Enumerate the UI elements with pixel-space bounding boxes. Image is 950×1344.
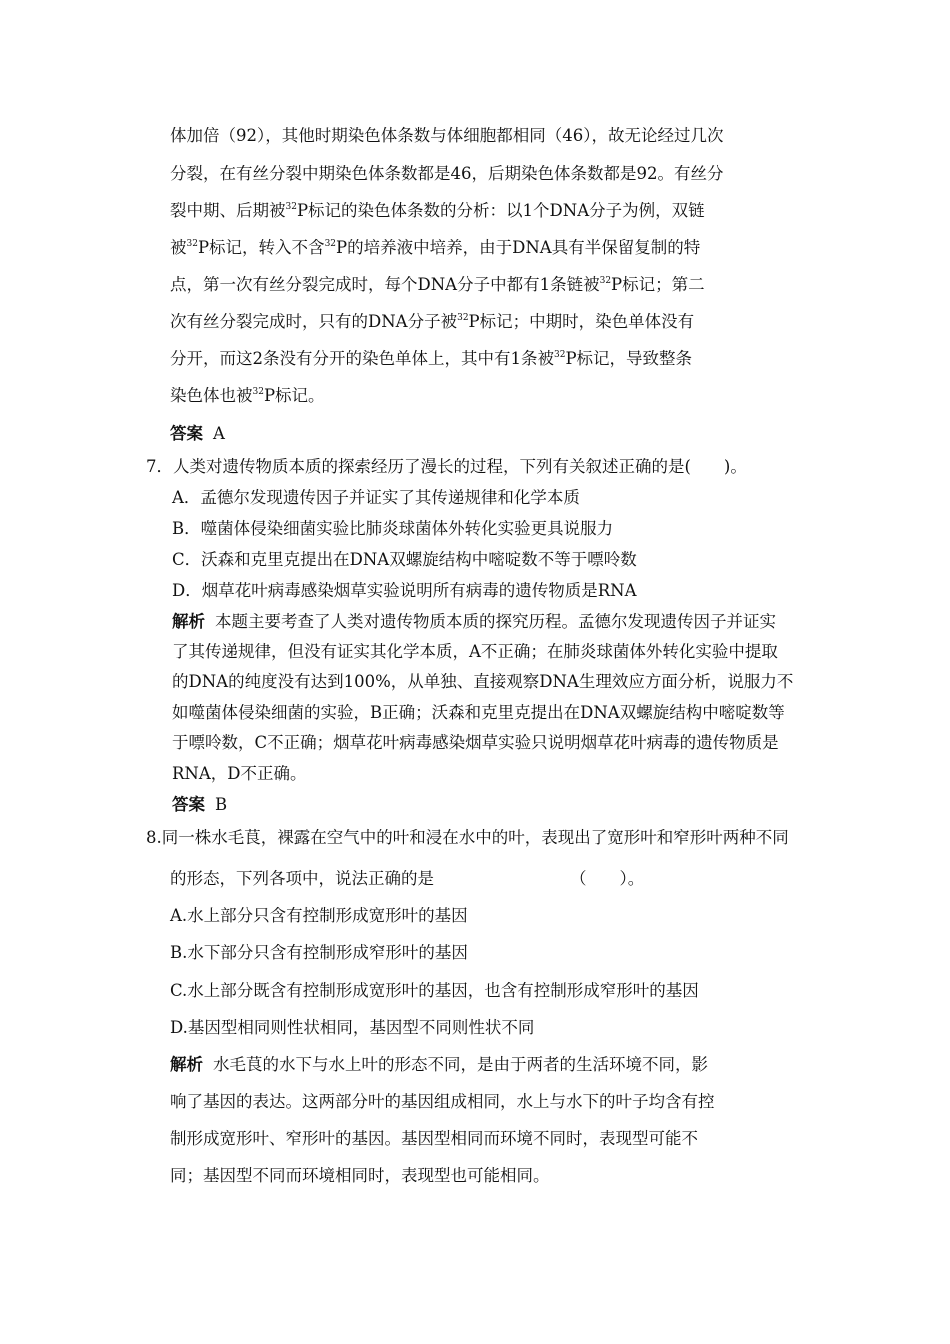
text-line: 分裂，在有丝分裂中期染色体条数都是46，后期染色体条数都是92。有丝分: [170, 164, 724, 183]
analysis-line: 如噬菌体侵染细菌的实验，B正确；沃森和克里克提出在DNA双螺旋结构中嘧啶数等: [172, 703, 785, 722]
analysis-line: 了其传递规律，但没有证实其化学本质，A不正确；在肺炎球菌体外转化实验中提取: [172, 642, 778, 661]
option-d: D.基因型相同则性状相同，基因型不同则性状不同: [170, 1018, 535, 1037]
question-stem: 8.同一株水毛茛，裸露在空气中的叶和浸在水中的叶，表现出了宽形叶和窄形叶两种不同: [146, 828, 789, 847]
answer-value: A: [213, 424, 225, 443]
option-a: A．孟德尔发现遗传因子并证实了其传递规律和化学本质: [172, 488, 580, 507]
text-line: 体加倍（92），其他时期染色体条数与体细胞都相同（46），故无论经过几次: [170, 126, 724, 145]
analysis-line: RNA，D不正确。: [172, 764, 307, 783]
analysis-line: 解析 水毛茛的水下与水上叶的形态不同，是由于两者的生活环境不同，影: [170, 1055, 708, 1074]
answer-line: [170, 423, 225, 445]
analysis-line: 制形成宽形叶、窄形叶的基因。基因型相同而环境不同时，表现型可能不: [170, 1129, 698, 1148]
text-line: 被$^{32}$P标记，转入不含$^{32}$P的培养液中培养，由于DNA具有半保留复制的特: [170, 238, 701, 257]
option-c: C.水上部分既含有控制形成宽形叶的基因，也含有控制形成窄形叶的基因: [170, 981, 699, 1000]
answer-label: 答案: [172, 795, 205, 814]
option-b: B．噬菌体侵染细菌实验比肺炎球菌体外转化实验更具说服力: [172, 519, 614, 538]
question-stem: 7．人类对遗传物质本质的探索经历了漫长的过程，下列有关叙述正确的是( )。: [146, 457, 747, 476]
analysis-line: 解析 本题主要考查了人类对遗传物质本质的探究历程。孟德尔发现遗传因子并证实: [172, 612, 776, 631]
answer-value: B: [215, 795, 228, 814]
answer-bracket: （ ）。: [570, 869, 645, 888]
answer-line: [172, 794, 227, 816]
option-d: D．烟草花叶病毒感染烟草实验说明所有病毒的遗传物质是RNA: [172, 581, 637, 600]
text-line: 分开，而这2条没有分开的染色单体上，其中有1条被$^{32}$P标记，导致整条: [170, 349, 693, 368]
analysis-line: 同；基因型不同而环境相同时，表现型也可能相同。: [170, 1166, 550, 1185]
text-line: 次有丝分裂完成时，只有的DNA分子被$^{32}$P标记；中期时，染色单体没有: [170, 312, 695, 331]
answer-label: 答案: [170, 424, 203, 443]
option-a: A.水上部分只含有控制形成宽形叶的基因: [170, 906, 468, 925]
analysis-line: 响了基因的表达。这两部分叶的基因组成相同，水上与水下的叶子均含有控: [170, 1092, 715, 1111]
analysis-line: 的DNA的纯度没有达到100%，从单独、直接观察DNA生理效应方面分析，说服力不: [172, 672, 794, 691]
analysis-label: 解析: [172, 612, 205, 631]
text-line: 点，第一次有丝分裂完成时，每个DNA分子中都有1条链被$^{32}$P标记；第二: [170, 275, 705, 294]
analysis-line: 于嘌呤数，C不正确；烟草花叶病毒感染烟草实验只说明烟草花叶病毒的遗传物质是: [172, 733, 779, 752]
option-c: C．沃森和克里克提出在DNA双螺旋结构中嘧啶数不等于嘌呤数: [172, 550, 637, 569]
option-b: B.水下部分只含有控制形成窄形叶的基因: [170, 943, 468, 962]
text-line: 裂中期、后期被$^{32}$P标记的染色体条数的分析：以1个DNA分子为例，双链: [170, 201, 705, 220]
question-stem: 的形态，下列各项中，说法正确的是: [170, 869, 434, 888]
text-line: 染色体也被$^{32}$P标记。: [170, 386, 325, 405]
analysis-label: 解析: [170, 1055, 203, 1074]
